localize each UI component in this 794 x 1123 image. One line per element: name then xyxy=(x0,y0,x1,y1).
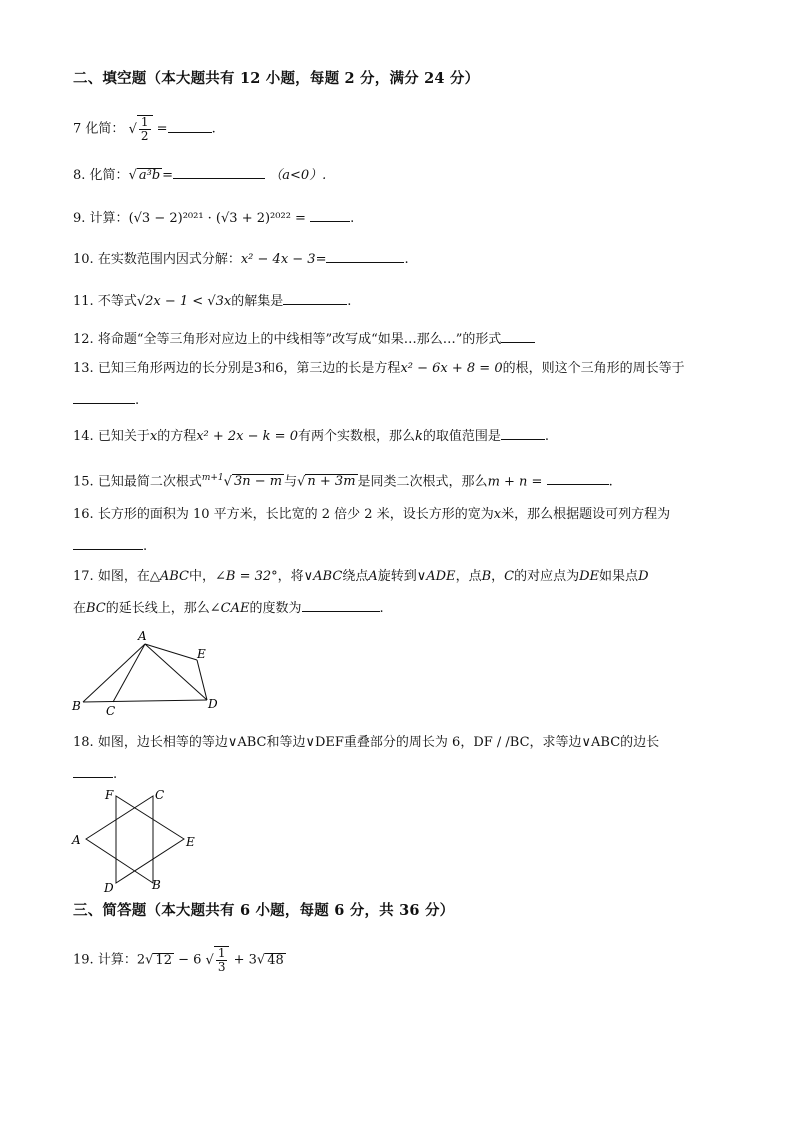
segment-bd xyxy=(83,700,207,702)
coefficient: + 3 xyxy=(233,952,257,968)
label-a: A xyxy=(138,629,147,643)
label-c: C xyxy=(106,704,116,718)
point-label: A xyxy=(368,569,378,584)
angle: ∠B = 32° xyxy=(214,569,278,584)
segment-ac xyxy=(113,644,145,702)
question-number: 19. xyxy=(73,952,94,968)
question-10 xyxy=(73,250,409,269)
question-text: 在实数范围内因式分解： xyxy=(97,252,241,267)
point-label: B xyxy=(481,569,492,584)
question-19: 19. 计算：2√ 12 − 6 √ $\frac{1}{3}$ + 3√ 48 xyxy=(73,946,284,974)
question-text: ，第三边的长是方程 xyxy=(283,361,401,376)
answer-blank[interactable] xyxy=(501,427,545,440)
question-18-answer-line xyxy=(73,765,117,784)
question-text: 如图，边长相等的等边∨ABC和等边∨DEF重叠部分的周长为 6，DF / /BC，求等边∨ABC的边长 xyxy=(97,735,660,750)
question-text: 不等式 xyxy=(97,294,137,309)
question-number: 15. xyxy=(73,474,94,490)
question-text: 计算： xyxy=(97,952,137,968)
question-text: ， xyxy=(491,569,505,584)
numerator: 1 xyxy=(217,946,226,960)
segment-name: DE xyxy=(579,569,600,584)
denominator: 2 xyxy=(140,129,149,143)
period: . xyxy=(135,393,140,408)
question-text: 化简： xyxy=(85,121,125,137)
question-text: 绕点 xyxy=(342,569,369,584)
sqrt-fraction: √ $\frac{1}{2}$ xyxy=(129,115,153,143)
angle: ∠CAE xyxy=(209,601,250,616)
coefficient: − 6 xyxy=(178,952,202,968)
segment-ed xyxy=(197,660,207,700)
question-number: 7 xyxy=(73,121,82,137)
question-text: 的方程 xyxy=(157,429,197,444)
variable: x xyxy=(149,429,158,444)
question-number: 14. xyxy=(73,429,94,444)
answer-blank[interactable] xyxy=(310,209,350,222)
answer-blank[interactable] xyxy=(168,120,212,133)
question-text: 的取值范围是 xyxy=(422,429,501,444)
period: . xyxy=(143,539,148,554)
segment-ab xyxy=(83,644,145,702)
answer-blank[interactable] xyxy=(173,166,265,179)
equation: x² + 2x − k = 0 xyxy=(196,429,298,444)
question-text: 的度数为 xyxy=(249,601,302,616)
period: . xyxy=(211,121,216,137)
question-text: 有两个实数根，那么 xyxy=(297,429,415,444)
coefficient: 2 xyxy=(136,952,146,968)
question-text: 如果点 xyxy=(599,569,639,584)
answer-blank[interactable] xyxy=(73,391,135,404)
label-b: B xyxy=(152,878,161,892)
question-text: 和 xyxy=(262,361,276,376)
sqrt-fraction: √ $\frac{1}{3}$ xyxy=(206,946,230,974)
segment-name: BC xyxy=(86,601,106,616)
radicand: 3n − m xyxy=(233,474,283,490)
answer-blank[interactable] xyxy=(302,599,380,612)
expression: x² − 4x − 3= xyxy=(240,252,327,267)
expression: (√3 − 2)²⁰²¹ · (√3 + 2)²⁰²² = xyxy=(128,211,306,226)
triangle-name: ∨ABC xyxy=(303,569,343,584)
question-text: 计算： xyxy=(89,211,129,226)
period: . xyxy=(608,474,613,490)
question-text: ，将 xyxy=(277,569,304,584)
side-a: 3 xyxy=(253,361,263,376)
question-18 xyxy=(73,734,659,752)
radicand: 48 xyxy=(267,952,284,968)
question-text: 如图，在△ xyxy=(97,569,160,584)
label-f: F xyxy=(105,788,114,802)
period: . xyxy=(350,211,355,226)
equation: x² − 6x + 8 = 0 xyxy=(400,361,503,376)
question-text: 与 xyxy=(284,474,298,490)
q18-figure xyxy=(64,784,214,898)
question-number: 12. xyxy=(73,332,94,347)
question-number: 17. xyxy=(73,569,94,584)
answer-blank[interactable] xyxy=(501,330,535,343)
section-2-title: 二、填空题（本大题共有 12 小题，每题 2 分，满分 24 分） xyxy=(73,70,480,87)
segment-ae xyxy=(145,644,197,660)
triangle-abc xyxy=(86,796,153,883)
point-label: D xyxy=(638,569,649,584)
root-index: m+1 xyxy=(201,473,224,483)
period: . xyxy=(379,601,384,616)
variable: x xyxy=(493,507,502,522)
question-number: 11. xyxy=(73,294,94,309)
question-text: 的根，则这个三角形的周长等于 xyxy=(502,361,685,376)
point-label: C xyxy=(504,569,515,584)
label-e: E xyxy=(197,647,206,661)
period: . xyxy=(544,429,550,444)
question-number: 13. xyxy=(73,361,94,376)
answer-blank[interactable] xyxy=(283,292,347,305)
answer-blank[interactable] xyxy=(73,765,113,778)
question-text: 已知三角形两边的长分别是 xyxy=(97,361,254,376)
question-text: 已知关于 xyxy=(97,429,150,444)
answer-blank[interactable] xyxy=(73,537,143,550)
triangle-name: ∨ADE xyxy=(416,569,456,584)
period: . xyxy=(347,294,352,309)
question-16-answer-line xyxy=(73,537,147,556)
question-17 xyxy=(73,568,649,586)
radicand: a³b xyxy=(138,168,161,183)
denominator: 3 xyxy=(217,960,226,974)
question-7 xyxy=(73,115,216,143)
question-14 xyxy=(73,427,549,446)
question-number: 8. xyxy=(73,168,86,183)
question-number: 16. xyxy=(73,507,94,522)
question-12 xyxy=(73,330,535,349)
question-text: 的延长线上，那么 xyxy=(105,601,210,616)
question-number: 10. xyxy=(73,252,94,267)
question-17-line-2 xyxy=(73,599,384,618)
label-d: D xyxy=(104,881,114,895)
side-b: 6 xyxy=(275,361,284,376)
variable: k xyxy=(414,429,423,444)
condition: （a<0）. xyxy=(269,168,327,183)
equals: = xyxy=(156,121,168,137)
period: . xyxy=(404,252,409,267)
triangle-def xyxy=(116,796,184,883)
answer-blank[interactable] xyxy=(547,472,609,485)
question-text: 的对应点为 xyxy=(514,569,580,584)
label-c: C xyxy=(155,788,165,802)
question-text: 的解集是 xyxy=(231,294,284,309)
question-text: 是同类二次根式，那么 xyxy=(357,474,488,490)
triangle-name: ABC xyxy=(159,569,189,584)
label-d: D xyxy=(208,697,218,711)
expression: √2x − 1 < √3x xyxy=(136,294,232,309)
question-text: 已知最简二次根式 xyxy=(97,474,202,490)
question-text: ，点 xyxy=(455,569,482,584)
question-13-answer-line xyxy=(73,391,139,410)
numerator: 1 xyxy=(140,115,149,129)
radicand: n + 3m xyxy=(307,474,356,490)
question-number: 18. xyxy=(73,735,94,750)
equals: = xyxy=(162,168,174,183)
question-text: 米，那么根据题设可列方程为 xyxy=(501,507,671,522)
q17-figure xyxy=(64,626,234,722)
question-text: 中， xyxy=(188,569,215,584)
question-text: 化简： xyxy=(89,168,129,183)
expression: m + n = xyxy=(487,474,543,490)
question-16 xyxy=(73,506,670,524)
label-e: E xyxy=(186,835,195,849)
period: . xyxy=(113,767,118,782)
question-13 xyxy=(73,360,685,378)
question-11 xyxy=(73,292,351,311)
question-9 xyxy=(73,209,354,228)
label-a: A xyxy=(72,833,81,847)
question-number: 9. xyxy=(73,211,86,226)
label-b: B xyxy=(72,699,81,713)
radicand: 12 xyxy=(155,952,172,968)
question-15: 15. 已知最简二次根式$^{m+1}$√ 3n − m 与√ n + 3m 是同类二次根式，那么m + n = . xyxy=(73,473,613,490)
answer-blank[interactable] xyxy=(326,250,404,263)
section-3-title: 三、简答题（本大题共有 6 小题，每题 6 分，共 36 分） xyxy=(73,902,455,919)
question-text: 长方形的面积为 10 平方米，长比宽的 2 倍少 2 米，设长方形的宽为 xyxy=(97,507,494,522)
question-text: 旋转到 xyxy=(377,569,417,584)
question-8: 8. 化简：√ a³b = （a<0）. xyxy=(73,168,327,183)
question-text: 将命题“全等三角形对应边上的中线相等”改写成“如果…那么…”的形式 xyxy=(97,332,502,347)
question-text: 在 xyxy=(73,601,87,616)
